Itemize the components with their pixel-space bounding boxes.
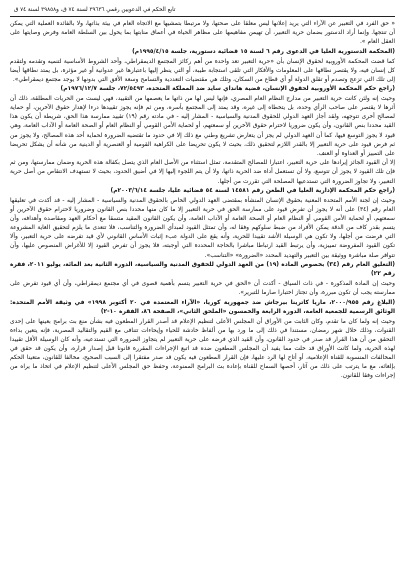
paragraph-quote-constitutional: « حق الفرد في التعبير عن الآراء التي يريد إعلانها ليس معلقا على صحتها، ولا مرتبطا بتمشيها مع الاتجاه العام في بيئة بذاتها، ولا بالفائدة العملية التي يمكن أن تنتجها. وإنما أراد الدستور بضمان حرية التعبير، أن تهيمن مفاهيمها على مظاهر الحياة في أعماق منابتها بما يحول بين السلطة العامة وفرض وصايتها على العقل العام ». — [10, 21, 395, 46]
paragraph-european-court: كما قضت المحكمة الأوروبية لحقوق الإنسان بأن «حرية التعبير تعد واحدة من أهم ركائز المجتمع الديمقراطي، وأحد الشروط الأساسية لتنميه وتقدمه ولتقدم كل إنسان فيه، ولا يقتصر نطاقها على المعلومات والأفكار التي تلقى استجابة طيبة، أو التي ينظر إليها باعتبارها غير عدوانية أو غير مؤثرة، بل يمتد نطاقها أيضا إلى تلك التي تزعج وتصدم أو تقلق الدولة أو أي قطاع من السكان، وتلك هي مقتضيات التعددية والتسامح وسعة الأفق التي بدونها لا يوجد مجتمع ديمقراطي». — [10, 58, 395, 83]
citation-european-court: (راجع حكم المحكمة الأوروبية لحقوق الإنسان، قضية هانداي سايد ضد المملكة المتحدة، ٧٢/٥٤٩٣، جلسة ١٩٧٦/١٢/٧م) — [60, 86, 395, 93]
citation-constitutional-court: (المحكمة الدستورية العليا في الدعوى رقم ٦ لسنة ١٥ قضائية دستورية، جلسة ١٩٩٥/٤/١٥م) — [132, 48, 395, 55]
paragraph-un-committee: وحيث إن لجنة الأمم المتحدة المعنية بحقوق الإنسان المنشأة بمقتضى العهد الدولي الخاص بالحقوق المدنية والسياسية - المشار إليه - قد أكدت في تعليقها العام رقم (٣٤) على أنه لا يجوز أن تفرض قيود على ممارسة الحق في حرية التعبير إلا ما كان منها محددا بنص القانون وضروريا لاحترام حقوق الآخرين أو سمعتهم، أو لحماية الأمن القومي أو النظام العام أو الصحة العامة أو الآداب العامة، وأن يكون القانون المقيد متسقا مع أحكام العهد ومقاصده وأهدافه، وأن يتسم بقدر كاف من الدقة يمكن الأفراد من ضبط سلوكهم وفقا له، وأن تمتثل القيود لمبدأي الضرورة والتناسب، فلا تتعدى ما يلزم لتحقيق الغاية المشروعة التي فرضت من أجلها، ولا تكون هي الوسيلة الأشد تقييدا للحرية، وأنه يقع على الدولة عبء إثبات الأساس القانوني لأي قيد تفرضه على حرية التعبير، وألا تكون القيود المفروضة تمييزية، وأن يرتبط القيد ارتباطا مباشرا بالحاجة المحددة التي أوجبته، فلا يجوز أن تفرض القيود إلا للأغراض المنصوص عليها، وأن تتوافر صلة مباشرة ووثيقة بين التعبير والتهديد المحدد «الضرورة» «التناسب». — [10, 197, 395, 259]
page-header: تابع الحكم في الدعويين رقمي ٣٩٦٣٦ لسنة ٧٤ ق، و٣٩٨٥٨ لسنة ٧٤ ق — [14, 7, 176, 13]
paragraph-democratic-society: وحيث إن المادة المذكورة - في ذات السياق - أكدت أن «الحق في حرية التعبير يتسم بأهمية قصوى في أي مجتمع ديمقراطي، وأن أي قيود تفرض على ممارسته يجب أن تكون مبررة، وأن تجتاز اختبارا صارما للتبرير». — [10, 280, 395, 297]
paragraph-ruling: وحيث إنه ولما كان ما تقدم، وكان الثابت من الأوراق أن المجلس الأعلى لتنظيم الإعلام قد أصدر القرار المطعون فيه بشأن منع بث برامج بعينها على إحدى القنوات، وذلك خلال شهر رمضان، مستندا في ذلك إلى ما ورد بها من ألفاظ خادشة للحياء وإيحاءات تتنافى مع القيم والتقاليد المصرية، فإنه يتعين بداءة التحقق من أن هذا القرار قد صدر في حدود القانون، وأن القيد الذي فرضه على حرية التعبير لم يتجاوز الضرورة التي تستدعيه، وأنه كان الوسيلة الأقل تقييدا لهذه الحرية، ولما كانت الأوراق قد خلت مما يفيد أن المجلس المطعون ضده قد اتبع الإجراءات المقررة قانونا قبل إصدار قراره، وأن يكون قد حقق في المخالفات المنسوبة للقناة الإعلامية، أو أتاح لها الرد عليها، فإن القرار المطعون فيه يكون قد صدر مفتقرا إلى السبب الصحيح، مخالفا للقانون، متعينا الحكم بإلغائه، مع ما يترتب على ذلك من آثار، أخصها السماح للقناة بإعادة بث البرامج الممنوعة، وحفظ حق المجلس الأعلى لتنظيم الإعلام في اتخاذ ما يراه من إجراءات وفقا للقانون. — [10, 318, 395, 380]
citation-general-comment: (التعليق العام رقم (٣٤) بخصوص المادة (١٩) من العهد الدولي للحقوق المدنية والسياسية، الدورة الثانية بعد المائة، يوليو ٢٠١١، فقرة رقم ٢٢) — [10, 262, 395, 278]
header-divider — [10, 16, 395, 17]
citation-communication: (البلاغ رقم ٢٠٠٠/٩٥٥، ماريا كاترينا بيرجاش ضد جمهورية كوريا، «الآراء المعتمدة في ٢٠ أكتوبر ١٩٩٨» في وثيقة الأمم المتحدة: الوثائق الرسمية للجمعية العامة، الدورة الرابعة والخمسون «الملحق الثاني»، الصفحة ٨٦، الفقرة ١٠-٢) — [10, 299, 396, 315]
citation-supreme-administrative-court: (راجع حكم المحكمة الإدارية العليا في الطعن رقم ١٤٥٨١ لسنة ٥٤ قضائية عليا، جلسة ٢٠٠٣/٦/١٤م) — [110, 188, 395, 195]
paragraph-exceptions: إلا أن القيود الجائز إيرادها على حرية التعبير، اعتبارا للمصالح المتقدمة، تمثل استثناء من الأصل العام الذي يتصل بكفالة هذه الحرية وضمان ممارستها، ومن ثم فإن تلك القيود لا يجوز أن تتوسع، ولا أن تستعمل أداة ضد الحرية ذاتها، ولا أن يتم اللجوء إليها إلا في أضيق الحدود، بحيث لا تستهدف الانتقاص من أصل حرية التعبير، ولا تجاوز الضرورة التي تستدعيها المصلحة التي تقررت من أجلها. — [10, 160, 395, 185]
paragraph-restrictions: وحيث إنه ولئن كانت حرية التعبير من مدارج النظام العام المصري، فإنها ليس لها من ذاتها ما يعصمها من التقييد، فهي ليست من الحريات المطلقة، ذلك أن أثرها لا يقتصر على صاحب الرأي وحده، بل يتخطاه إلى غيره، وقد يمتد إلى المجتمع بأسره، ومن ثم فإنه يجوز تقييدها درءا لإهدار حقوق الآخرين، أو حماية لمصالح أخرى تتوجهه، ولقد أجاز العهد الدولي للحقوق المدنية والسياسية - المشار إليه - في مادته رقم (١٩) تقييد ممارسة هذا الحق، شريطة أن يكون هذا القيد محددا بنص القانون، وأن يكون ضروريا لاحترام حقوق الآخرين أو سمعتهم، أو لحماية الأمن القومي أو النظام العام أو الصحة العامة أو الآداب العامة، وهي قيود لا يجوز التوسع فيها، كما أن العهد الدولي لم يجز أن يتعارض تشريع وطني مع ذلك إلا في حدود ما تقتضيه الضرورة لحماية أحد هذه المصالح، ولا يجوز من ثم فرض قيود على حرية التعبير إلا بالقدر اللازم لتحقيق ذلك، بحيث لا يكون تحريضا على الكراهية القومية أو العنصرية أو الدينية من شأنه أن يشكل تحريضا على التمييز أو العداوة أو العنف. — [10, 96, 395, 157]
